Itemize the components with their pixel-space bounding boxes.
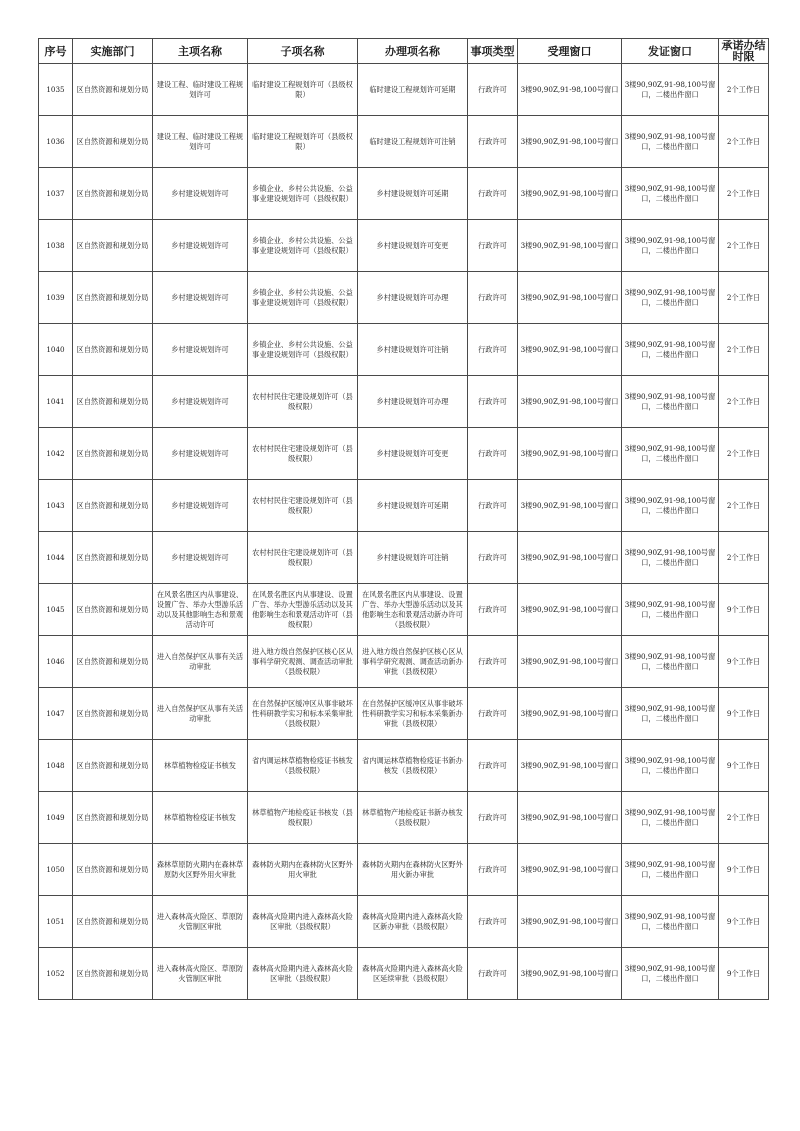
- cell-receiving-window: 3楼90,90Z,91-98,100号窗口: [518, 168, 622, 220]
- cell-sub-item: 临时建设工程规划许可（县级权限）: [248, 64, 358, 116]
- cell-serial-no: 1047: [39, 688, 73, 740]
- cell-department: 区自然资源和规划分局: [73, 896, 153, 948]
- table-row: [39, 896, 769, 948]
- cell-sub-item: 农村村民住宅建设规划许可（县级权限）: [248, 376, 358, 428]
- cell-issuing-window: 3楼90,90Z,91-98,100号窗口，二楼出件窗口: [622, 324, 719, 376]
- cell-sub-item: 森林防火期内在森林防火区野外用火审批: [248, 844, 358, 896]
- cell-issuing-window: 3楼90,90Z,91-98,100号窗口，二楼出件窗口: [622, 64, 719, 116]
- header-handling-item: 办理项名称: [358, 39, 468, 64]
- cell-main-item: 进入自然保护区从事有关活动审批: [153, 688, 248, 740]
- cell-handling-item: 在自然保护区缓冲区从事非破坏性科研教学实习和标本采集新办审批（县级权限）: [358, 688, 468, 740]
- cell-issuing-window: 3楼90,90Z,91-98,100号窗口，二楼出件窗口: [622, 168, 719, 220]
- cell-serial-no: 1038: [39, 220, 73, 272]
- table-row: [39, 636, 769, 688]
- cell-time-limit: 9个工作日: [719, 636, 769, 688]
- cell-sub-item: 农村村民住宅建设规划许可（县级权限）: [248, 428, 358, 480]
- header-issuing-window: 发证窗口: [622, 39, 719, 64]
- cell-receiving-window: 3楼90,90Z,91-98,100号窗口: [518, 532, 622, 584]
- cell-issuing-window: 3楼90,90Z,91-98,100号窗口，二楼出件窗口: [622, 532, 719, 584]
- cell-main-item: 林草植物检疫证书核发: [153, 792, 248, 844]
- cell-sub-item: 森林高火险期内进入森林高火险区审批（县级权限）: [248, 896, 358, 948]
- table-row: [39, 116, 769, 168]
- cell-main-item: 进入森林高火险区、草原防火管制区审批: [153, 948, 248, 1000]
- cell-time-limit: 9个工作日: [719, 896, 769, 948]
- cell-department: 区自然资源和规划分局: [73, 480, 153, 532]
- cell-main-item: 进入森林高火险区、草原防火管制区审批: [153, 896, 248, 948]
- cell-department: 区自然资源和规划分局: [73, 376, 153, 428]
- cell-time-limit: 2个工作日: [719, 324, 769, 376]
- cell-time-limit: 2个工作日: [719, 376, 769, 428]
- cell-item-type: 行政许可: [468, 792, 518, 844]
- cell-receiving-window: 3楼90,90Z,91-98,100号窗口: [518, 584, 622, 636]
- cell-item-type: 行政许可: [468, 584, 518, 636]
- cell-handling-item: 林草植物产地检疫证书新办核发（县级权限）: [358, 792, 468, 844]
- cell-serial-no: 1040: [39, 324, 73, 376]
- cell-item-type: 行政许可: [468, 948, 518, 1000]
- cell-issuing-window: 3楼90,90Z,91-98,100号窗口，二楼出件窗口: [622, 740, 719, 792]
- cell-item-type: 行政许可: [468, 740, 518, 792]
- cell-sub-item: 在风景名胜区内从事建设、设置广告、举办大型游乐活动以及其他影响生态和景观活动许可（县级权限）: [248, 584, 358, 636]
- cell-handling-item: 临时建设工程规划许可延期: [358, 64, 468, 116]
- cell-serial-no: 1051: [39, 896, 73, 948]
- cell-item-type: 行政许可: [468, 220, 518, 272]
- cell-department: 区自然资源和规划分局: [73, 116, 153, 168]
- table-row: [39, 688, 769, 740]
- table-row: [39, 324, 769, 376]
- cell-issuing-window: 3楼90,90Z,91-98,100号窗口，二楼出件窗口: [622, 116, 719, 168]
- cell-handling-item: 乡村建设规划许可变更: [358, 220, 468, 272]
- cell-main-item: 乡村建设规划许可: [153, 324, 248, 376]
- cell-issuing-window: 3楼90,90Z,91-98,100号窗口，二楼出件窗口: [622, 428, 719, 480]
- cell-handling-item: 省内调运林草植物检疫证书新办核发（县级权限）: [358, 740, 468, 792]
- cell-receiving-window: 3楼90,90Z,91-98,100号窗口: [518, 376, 622, 428]
- cell-serial-no: 1043: [39, 480, 73, 532]
- cell-time-limit: 2个工作日: [719, 168, 769, 220]
- cell-time-limit: 9个工作日: [719, 688, 769, 740]
- cell-time-limit: 2个工作日: [719, 272, 769, 324]
- cell-department: 区自然资源和规划分局: [73, 272, 153, 324]
- cell-handling-item: 临时建设工程规划许可注销: [358, 116, 468, 168]
- cell-main-item: 乡村建设规划许可: [153, 168, 248, 220]
- cell-department: 区自然资源和规划分局: [73, 740, 153, 792]
- cell-item-type: 行政许可: [468, 116, 518, 168]
- cell-item-type: 行政许可: [468, 64, 518, 116]
- table-row: [39, 792, 769, 844]
- cell-serial-no: 1039: [39, 272, 73, 324]
- cell-department: 区自然资源和规划分局: [73, 636, 153, 688]
- header-time-limit: 承诺办结时限: [719, 39, 769, 64]
- cell-main-item: 乡村建设规划许可: [153, 376, 248, 428]
- cell-department: 区自然资源和规划分局: [73, 324, 153, 376]
- cell-handling-item: 森林防火期内在森林防火区野外用火新办审批: [358, 844, 468, 896]
- cell-issuing-window: 3楼90,90Z,91-98,100号窗口，二楼出件窗口: [622, 272, 719, 324]
- table-body: [39, 64, 769, 1000]
- table-row: [39, 480, 769, 532]
- cell-issuing-window: 3楼90,90Z,91-98,100号窗口，二楼出件窗口: [622, 844, 719, 896]
- table-row: [39, 272, 769, 324]
- cell-main-item: 林草植物检疫证书核发: [153, 740, 248, 792]
- table-row: [39, 948, 769, 1000]
- cell-department: 区自然资源和规划分局: [73, 168, 153, 220]
- cell-main-item: 森林草原防火期内在森林草原防火区野外用火审批: [153, 844, 248, 896]
- cell-department: 区自然资源和规划分局: [73, 220, 153, 272]
- table-row: [39, 740, 769, 792]
- cell-serial-no: 1049: [39, 792, 73, 844]
- cell-main-item: 乡村建设规划许可: [153, 532, 248, 584]
- cell-main-item: 乡村建设规划许可: [153, 220, 248, 272]
- cell-serial-no: 1045: [39, 584, 73, 636]
- cell-handling-item: 乡村建设规划许可注销: [358, 324, 468, 376]
- cell-time-limit: 2个工作日: [719, 480, 769, 532]
- cell-handling-item: 乡村建设规划许可注销: [358, 532, 468, 584]
- cell-time-limit: 2个工作日: [719, 64, 769, 116]
- cell-item-type: 行政许可: [468, 428, 518, 480]
- cell-main-item: 建设工程、临时建设工程规划许可: [153, 116, 248, 168]
- cell-time-limit: 2个工作日: [719, 532, 769, 584]
- cell-receiving-window: 3楼90,90Z,91-98,100号窗口: [518, 688, 622, 740]
- cell-time-limit: 9个工作日: [719, 948, 769, 1000]
- cell-item-type: 行政许可: [468, 376, 518, 428]
- cell-item-type: 行政许可: [468, 480, 518, 532]
- cell-sub-item: 乡镇企业、乡村公共设施、公益事业建设规划许可（县级权限）: [248, 220, 358, 272]
- cell-sub-item: 省内调运林草植物检疫证书核发（县级权限）: [248, 740, 358, 792]
- cell-receiving-window: 3楼90,90Z,91-98,100号窗口: [518, 480, 622, 532]
- cell-item-type: 行政许可: [468, 324, 518, 376]
- table-header: [39, 39, 769, 64]
- cell-issuing-window: 3楼90,90Z,91-98,100号窗口，二楼出件窗口: [622, 480, 719, 532]
- cell-department: 区自然资源和规划分局: [73, 948, 153, 1000]
- cell-serial-no: 1046: [39, 636, 73, 688]
- cell-receiving-window: 3楼90,90Z,91-98,100号窗口: [518, 220, 622, 272]
- cell-handling-item: 进入地方级自然保护区核心区从事科学研究观测、调查活动新办审批（县级权限）: [358, 636, 468, 688]
- cell-handling-item: 乡村建设规划许可延期: [358, 480, 468, 532]
- cell-main-item: 在风景名胜区内从事建设、设置广告、举办大型游乐活动以及其他影响生态和景观活动许可: [153, 584, 248, 636]
- header-sub-item: 子项名称: [248, 39, 358, 64]
- table-row: [39, 168, 769, 220]
- cell-department: 区自然资源和规划分局: [73, 844, 153, 896]
- cell-item-type: 行政许可: [468, 688, 518, 740]
- cell-receiving-window: 3楼90,90Z,91-98,100号窗口: [518, 740, 622, 792]
- header-main-item: 主项名称: [153, 39, 248, 64]
- cell-time-limit: 2个工作日: [719, 792, 769, 844]
- header-department: 实施部门: [73, 39, 153, 64]
- cell-receiving-window: 3楼90,90Z,91-98,100号窗口: [518, 844, 622, 896]
- table-row: [39, 376, 769, 428]
- cell-receiving-window: 3楼90,90Z,91-98,100号窗口: [518, 428, 622, 480]
- cell-department: 区自然资源和规划分局: [73, 584, 153, 636]
- cell-sub-item: 进入地方级自然保护区核心区从事科学研究观测、调查活动审批（县级权限）: [248, 636, 358, 688]
- cell-serial-no: 1052: [39, 948, 73, 1000]
- cell-issuing-window: 3楼90,90Z,91-98,100号窗口，二楼出件窗口: [622, 688, 719, 740]
- cell-item-type: 行政许可: [468, 844, 518, 896]
- cell-issuing-window: 3楼90,90Z,91-98,100号窗口，二楼出件窗口: [622, 792, 719, 844]
- cell-time-limit: 9个工作日: [719, 584, 769, 636]
- cell-sub-item: 临时建设工程规划许可（县级权限）: [248, 116, 358, 168]
- cell-department: 区自然资源和规划分局: [73, 428, 153, 480]
- cell-sub-item: 森林高火险期内进入森林高火险区审批（县级权限）: [248, 948, 358, 1000]
- cell-handling-item: 在风景名胜区内从事建设、设置广告、举办大型游乐活动以及其他影响生态和景观活动新办许可（县级权限）: [358, 584, 468, 636]
- cell-handling-item: 森林高火险期内进入森林高火险区延续审批（县级权限）: [358, 948, 468, 1000]
- cell-time-limit: 2个工作日: [719, 116, 769, 168]
- cell-issuing-window: 3楼90,90Z,91-98,100号窗口，二楼出件窗口: [622, 948, 719, 1000]
- cell-serial-no: 1036: [39, 116, 73, 168]
- cell-sub-item: 农村村民住宅建设规划许可（县级权限）: [248, 532, 358, 584]
- cell-sub-item: 乡镇企业、乡村公共设施、公益事业建设规划许可（县级权限）: [248, 324, 358, 376]
- header-serial-no: 序号: [39, 39, 73, 64]
- cell-item-type: 行政许可: [468, 896, 518, 948]
- cell-serial-no: 1041: [39, 376, 73, 428]
- cell-receiving-window: 3楼90,90Z,91-98,100号窗口: [518, 636, 622, 688]
- cell-time-limit: 2个工作日: [719, 220, 769, 272]
- cell-item-type: 行政许可: [468, 168, 518, 220]
- cell-item-type: 行政许可: [468, 532, 518, 584]
- table-row: [39, 220, 769, 272]
- cell-handling-item: 森林高火险期内进入森林高火险区新办审批（县级权限）: [358, 896, 468, 948]
- cell-handling-item: 乡村建设规划许可变更: [358, 428, 468, 480]
- cell-main-item: 乡村建设规划许可: [153, 272, 248, 324]
- cell-sub-item: 林草植物产地检疫证书核发（县级权限）: [248, 792, 358, 844]
- cell-department: 区自然资源和规划分局: [73, 688, 153, 740]
- service-items-table: [38, 38, 769, 1000]
- cell-sub-item: 乡镇企业、乡村公共设施、公益事业建设规划许可（县级权限）: [248, 168, 358, 220]
- cell-sub-item: 乡镇企业、乡村公共设施、公益事业建设规划许可（县级权限）: [248, 272, 358, 324]
- table-row: [39, 844, 769, 896]
- cell-receiving-window: 3楼90,90Z,91-98,100号窗口: [518, 272, 622, 324]
- cell-serial-no: 1037: [39, 168, 73, 220]
- cell-receiving-window: 3楼90,90Z,91-98,100号窗口: [518, 324, 622, 376]
- cell-handling-item: 乡村建设规划许可延期: [358, 168, 468, 220]
- cell-issuing-window: 3楼90,90Z,91-98,100号窗口，二楼出件窗口: [622, 896, 719, 948]
- cell-issuing-window: 3楼90,90Z,91-98,100号窗口，二楼出件窗口: [622, 584, 719, 636]
- cell-issuing-window: 3楼90,90Z,91-98,100号窗口，二楼出件窗口: [622, 636, 719, 688]
- cell-serial-no: 1042: [39, 428, 73, 480]
- table-row: [39, 428, 769, 480]
- cell-serial-no: 1048: [39, 740, 73, 792]
- cell-main-item: 乡村建设规划许可: [153, 428, 248, 480]
- cell-handling-item: 乡村建设规划许可办理: [358, 376, 468, 428]
- cell-main-item: 乡村建设规划许可: [153, 480, 248, 532]
- cell-receiving-window: 3楼90,90Z,91-98,100号窗口: [518, 948, 622, 1000]
- table-row: [39, 532, 769, 584]
- cell-main-item: 进入自然保护区从事有关活动审批: [153, 636, 248, 688]
- cell-time-limit: 2个工作日: [719, 428, 769, 480]
- cell-receiving-window: 3楼90,90Z,91-98,100号窗口: [518, 64, 622, 116]
- cell-serial-no: 1050: [39, 844, 73, 896]
- cell-issuing-window: 3楼90,90Z,91-98,100号窗口，二楼出件窗口: [622, 220, 719, 272]
- table-row: [39, 64, 769, 116]
- cell-department: 区自然资源和规划分局: [73, 532, 153, 584]
- cell-receiving-window: 3楼90,90Z,91-98,100号窗口: [518, 792, 622, 844]
- cell-sub-item: 在自然保护区缓冲区从事非破坏性科研教学实习和标本采集审批（县级权限）: [248, 688, 358, 740]
- cell-time-limit: 9个工作日: [719, 740, 769, 792]
- cell-time-limit: 9个工作日: [719, 844, 769, 896]
- cell-sub-item: 农村村民住宅建设规划许可（县级权限）: [248, 480, 358, 532]
- cell-receiving-window: 3楼90,90Z,91-98,100号窗口: [518, 116, 622, 168]
- cell-receiving-window: 3楼90,90Z,91-98,100号窗口: [518, 896, 622, 948]
- header-receiving-window: 受理窗口: [518, 39, 622, 64]
- header-row: [39, 39, 769, 64]
- cell-issuing-window: 3楼90,90Z,91-98,100号窗口，二楼出件窗口: [622, 376, 719, 428]
- cell-handling-item: 乡村建设规划许可办理: [358, 272, 468, 324]
- cell-item-type: 行政许可: [468, 272, 518, 324]
- header-item-type: 事项类型: [468, 39, 518, 64]
- cell-department: 区自然资源和规划分局: [73, 64, 153, 116]
- cell-main-item: 建设工程、临时建设工程规划许可: [153, 64, 248, 116]
- cell-department: 区自然资源和规划分局: [73, 792, 153, 844]
- cell-item-type: 行政许可: [468, 636, 518, 688]
- cell-serial-no: 1035: [39, 64, 73, 116]
- table-row: [39, 584, 769, 636]
- cell-serial-no: 1044: [39, 532, 73, 584]
